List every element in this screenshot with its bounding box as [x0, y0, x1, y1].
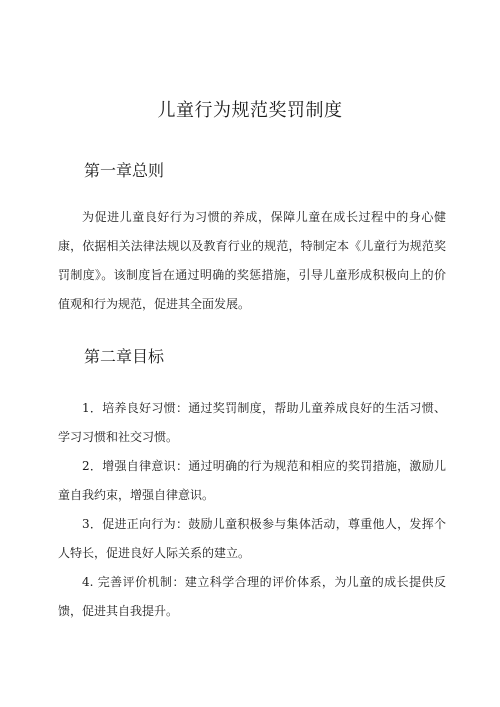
goal-item-1: 1．培养良好习惯：通过奖罚制度，帮助儿童养成良好的生活习惯、学习习惯和社交习惯。	[58, 401, 446, 444]
goal-item-2: 2．增强自律意识：通过明确的行为规范和相应的奖罚措施，激励儿童自我约束，增强自律意识。	[58, 459, 446, 502]
goal-item-4: 4. 完善评价机制：建立科学合理的评价体系，为儿童的成长提供反馈，促进其自我提升。	[58, 575, 446, 618]
chapter-2-goal-list	[58, 394, 446, 626]
chapter-1-paragraph: 为促进儿童良好行为习惯的养成，保障儿童在成长过程中的身心健康，依据相关法律法规以及教育行业的规范，特制定本《儿童行为规范奖罚制度》。该制度旨在通过明确的奖惩措施，引导儿童形成积极向上的价值观和行为规范，促进其全面发展。	[58, 210, 446, 311]
document-title: 儿童行为规范奖罚制度	[157, 100, 343, 121]
goal-item-3: 3．促进正向行为：鼓励儿童积极参与集体活动，尊重他人，发挥个人特长，促进良好人际关系的建立。	[58, 517, 446, 560]
chapter-1-heading: 第一章总则	[84, 161, 165, 180]
chapter-2-heading: 第二章目标	[84, 347, 165, 366]
